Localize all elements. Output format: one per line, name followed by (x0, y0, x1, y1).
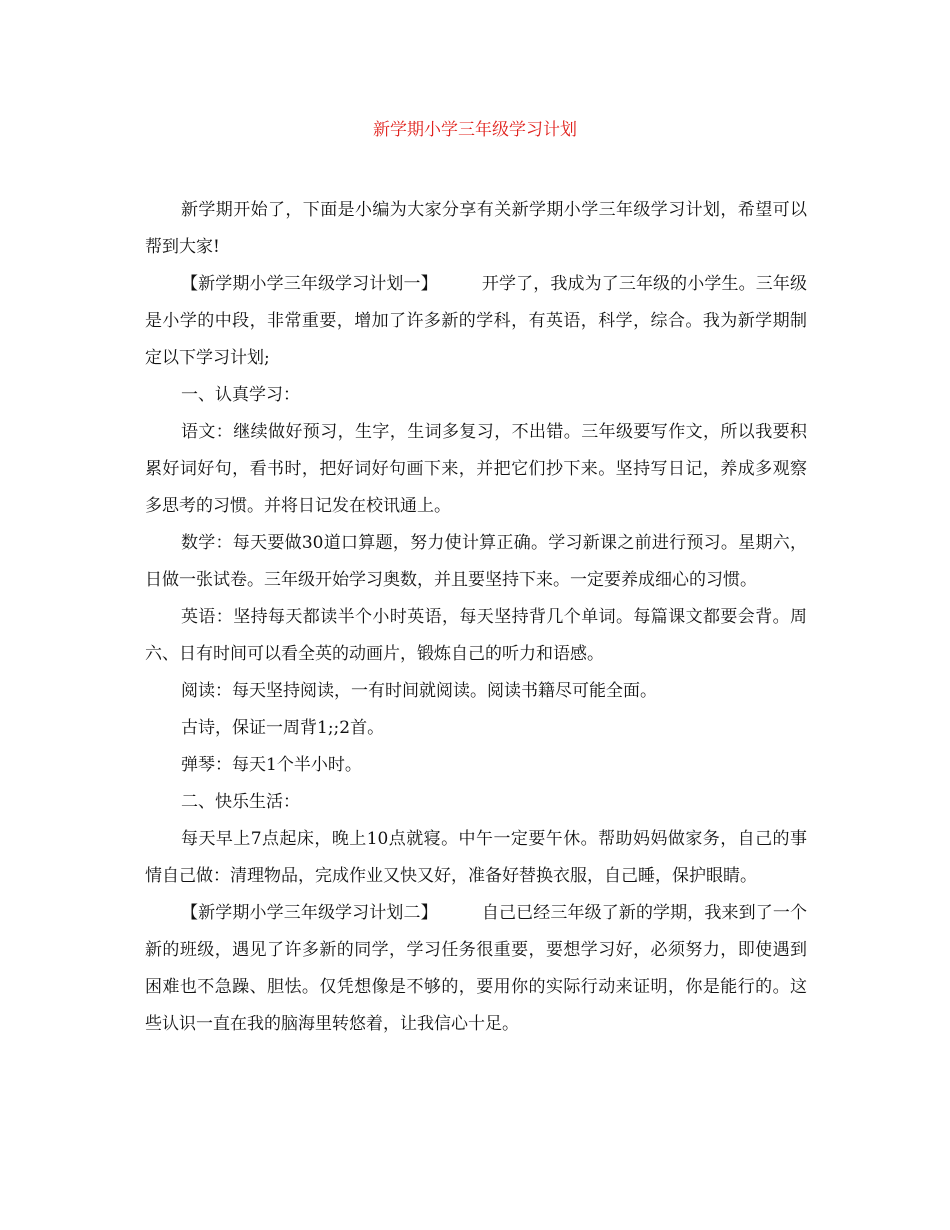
english-paragraph: 英语：坚持每天都读半个小时英语，每天坚持背几个单词。每篇课文都要会背。周六、日有时间可以看全英的动画片，锻炼自己的听力和语感。 (145, 607, 807, 664)
zither-paragraph: 弹琴：每天1个半小时。 (181, 755, 362, 775)
plan-one-heading: 【新学期小学三年级学习计划一】 (181, 274, 438, 294)
poetry-paragraph: 古诗，保证一周背1;;2首。 (181, 718, 385, 738)
intro-paragraph: 新学期开始了，下面是小编为大家分享有关新学期小学三年级学习计划，希望可以帮到大家! (145, 200, 807, 257)
chinese-paragraph: 语文：继续做好预习，生字，生词多复习，不出错。三年级要写作文，所以我要积累好词好句，看书时，把好词好句画下来，并把它们抄下来。坚持写日记，养成多观察多思考的习惯。并将日记发在校讯通上。 (145, 422, 807, 516)
reading-paragraph: 阅读：每天坚持阅读，一有时间就阅读。阅读书籍尽可能全面。 (181, 681, 657, 701)
section-two-title: 二、快乐生活： (181, 792, 300, 812)
life-paragraph: 每天早上7点起床，晚上10点就寝。中午一定要午休。帮助妈妈做家务，自己的事情自己做：清理物品，完成作业又快又好，准备好替换衣服，自己睡，保护眼睛。 (145, 829, 807, 886)
plan-one-text: 开学了，我成为了三年级的小学生。三年级是小学的中段，非常重要，增加了许多新的学科，有英语，科学，综合。我为新学期制定以下学习计划; (145, 274, 808, 368)
math-paragraph: 数学：每天要做30道口算题，努力使计算正确。学习新课之前进行预习。星期六，日做一张试卷。三年级开始学习奥数，并且要坚持下来。一定要养成细心的习惯。 (145, 533, 807, 590)
section-one-title: 一、认真学习： (181, 385, 300, 405)
plan-two-text: 自己已经三年级了新的学期，我来到了一个新的班级，遇见了许多新的同学，学习任务很重要，要想学习好，必须努力，即使遇到困难也不急躁、胆怯。仅凭想像是不够的，要用你的实际行动来证明，你是能行的。这些认识一直在我的脑海里转悠着，让我信心十足。 (145, 903, 808, 1034)
plan-two-heading: 【新学期小学三年级学习计划二】 (181, 903, 438, 923)
plan-two-paragraph (145, 895, 807, 1043)
document-title: 新学期小学三年级学习计划 (373, 120, 577, 140)
plan-one-paragraph (145, 266, 807, 377)
document-body (145, 192, 807, 1043)
